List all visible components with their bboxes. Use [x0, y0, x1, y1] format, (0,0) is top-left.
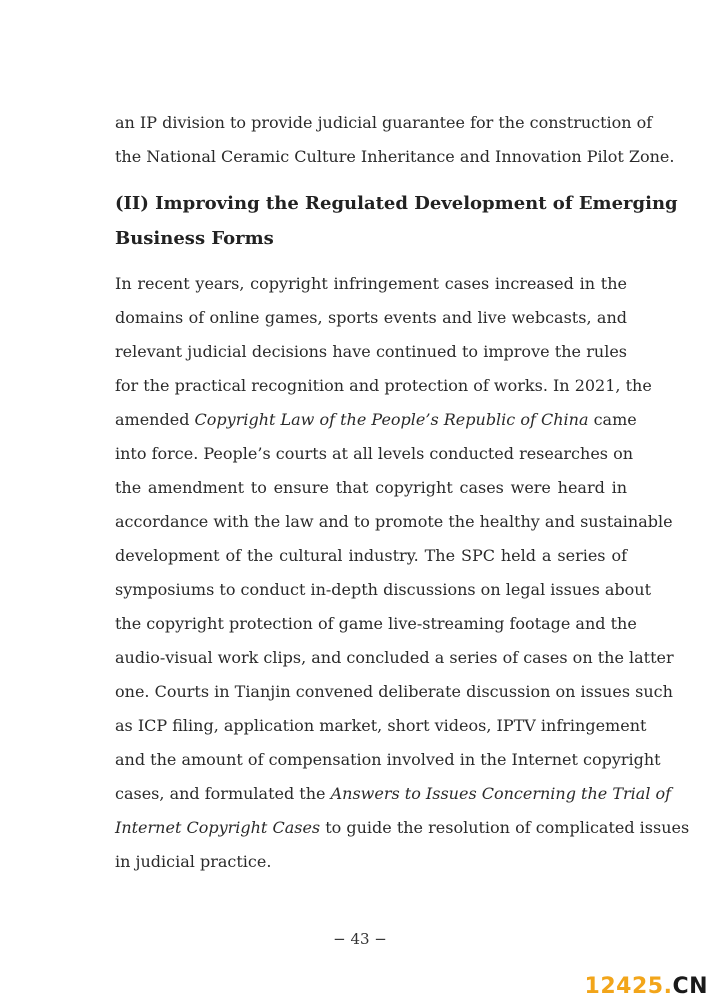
paragraph-line: domains of online games, sports events and live webcasts, and — [115, 308, 627, 327]
paragraph-line: the amendment to ensure that copyright cases were heard in — [115, 478, 627, 497]
watermark-tld: CN — [672, 974, 708, 999]
text-span: to guide the resolution of complicated issues — [320, 818, 690, 837]
paragraph-line: one. Courts in Tianjin convened deliberate discussion on issues such — [115, 682, 673, 701]
paragraph-line: into force. People’s courts at all levels conducted researches on — [115, 444, 634, 463]
paragraph-line — [115, 784, 672, 804]
paragraph-line: relevant judicial decisions have continued to improve the rules — [115, 342, 627, 361]
paragraph-line — [115, 410, 637, 430]
paragraph-line: In recent years, copyright infringement cases increased in the — [115, 274, 627, 293]
watermark-logo — [585, 974, 708, 999]
paragraph-line: audio-visual work clips, and concluded a series of cases on the latter — [115, 648, 674, 667]
text-span: amended — [115, 410, 195, 429]
paragraph-line: the copyright protection of game live-streaming footage and the — [115, 614, 637, 633]
watermark-number: 12425 — [584, 974, 664, 999]
paragraph-line: in judicial practice. — [115, 852, 272, 871]
paragraph-line: and the amount of compensation involved in the Internet copyright — [115, 750, 661, 769]
paragraph-line: accordance with the law and to promote the healthy and sustainable — [115, 512, 673, 531]
paragraph-line: for the practical recognition and protection of works. In 2021, the — [115, 376, 652, 395]
document-title: Internet Copyright Cases — [115, 818, 321, 837]
page-number: − 43 − — [333, 930, 387, 948]
paragraph-line: symposiums to conduct in-depth discussions on legal issues about — [115, 580, 652, 599]
paragraph-line: as ICP filing, application market, short videos, IPTV infringement — [115, 716, 647, 735]
carryover-line-2: the National Ceramic Culture Inheritance and Innovation Pilot Zone. — [115, 147, 675, 166]
text-span: came — [588, 410, 637, 429]
paragraph-line — [115, 818, 690, 838]
paragraph-line: development of the cultural industry. The SPC held a series of — [115, 546, 627, 565]
text-span: cases, and formulated the — [115, 784, 331, 803]
watermark-dot: . — [663, 974, 673, 999]
section-heading-line-1: (II) Improving the Regulated Development of Emerging — [115, 193, 678, 214]
law-title: Copyright Law of the People’s Republic of China — [194, 410, 589, 429]
section-heading-line-2: Business Forms — [115, 228, 274, 249]
carryover-line-1: an IP division to provide judicial guarantee for the construction of — [115, 113, 653, 132]
document-title: Answers to Issues Concerning the Trial of — [330, 784, 672, 803]
